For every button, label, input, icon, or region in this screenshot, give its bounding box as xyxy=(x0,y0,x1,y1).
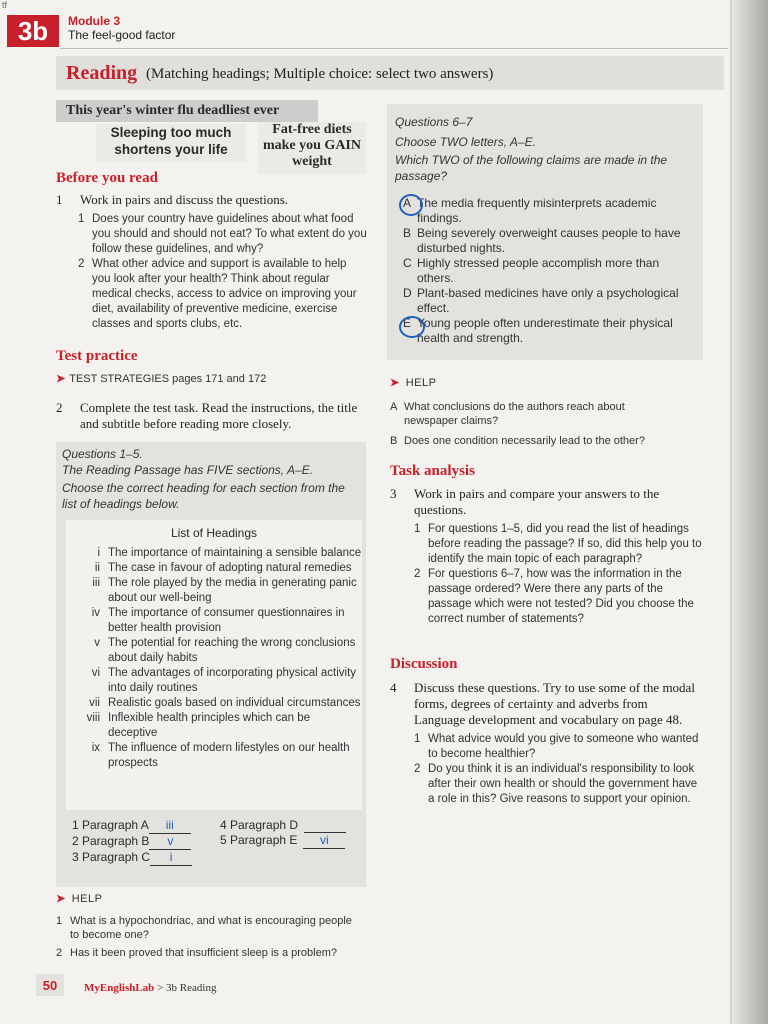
answer-row: 3 Paragraph C i xyxy=(72,850,192,866)
test-strategies: ➤ TEST STRATEGIES pages 171 and 172 xyxy=(56,373,267,385)
help-heading: ➤ HELP xyxy=(390,377,437,389)
answer-field[interactable]: vi xyxy=(303,833,345,849)
task-analysis-heading: Task analysis xyxy=(390,463,475,479)
heading-item: iv The importance of consumer questionnaires in better health provision xyxy=(91,607,345,634)
module-label: Module 3 xyxy=(68,14,121,28)
headline-band xyxy=(56,100,318,122)
answer-field[interactable] xyxy=(304,818,346,833)
questions-range: Questions 6–7 xyxy=(395,115,473,129)
answers-right xyxy=(220,818,346,849)
section-title-band xyxy=(56,56,724,90)
section-subtitle: (Matching headings; Multiple choice: select two answers) xyxy=(146,66,494,82)
arrow-icon: ➤ xyxy=(390,377,400,389)
instruction-line: Choose the correct heading for each section from the list of headings below. xyxy=(62,481,345,511)
arrow-icon: ➤ xyxy=(56,373,66,385)
instruction-line: The Reading Passage has FIVE sections, A–E. xyxy=(62,463,314,477)
claim-option[interactable]: A The media frequently misinterprets academic findings. xyxy=(403,196,657,225)
claims-list xyxy=(403,196,693,346)
claim-option[interactable]: E Young people often underestimate their physical health and strength. xyxy=(403,316,673,345)
questions-range: Questions 1–5. xyxy=(62,447,143,461)
module-badge: 3b xyxy=(7,15,59,47)
list-item: 2 Do you think it is an individual's responsibility to look after their own health or should the government have a role in this? Give reasons to support your opinion. xyxy=(414,763,698,805)
heading-item: iii The role played by the media in generating panic about our well-being xyxy=(92,577,357,604)
headline-box-diet: Fat-free diets make you GAIN weight xyxy=(258,122,366,174)
heading-item: i The importance of maintaining a sensible balance xyxy=(97,547,362,559)
before-you-read-heading: Before you read xyxy=(56,170,158,186)
answer-row: 1 Paragraph A iii xyxy=(72,818,192,834)
task-text: Work in pairs and discuss the questions. xyxy=(80,192,289,207)
claim-option[interactable]: B Being severely overweight causes people to have disturbed nights. xyxy=(403,226,681,255)
help-heading: ➤ HELP xyxy=(56,893,103,905)
task-2: 2 Complete the test task. Read the instructions, the title and subtitle before reading more closely. xyxy=(56,400,358,431)
answers-left xyxy=(72,818,192,866)
answer-field[interactable]: i xyxy=(150,850,192,866)
headline-box-sleep: Sleeping too much shortens your life xyxy=(96,124,246,162)
help-item: A What conclusions do the authors reach about newspaper claims? xyxy=(390,401,625,427)
list-item: 1 For questions 1–5, did you read the list of headings before reading the passage? If so, did this help you to identify the main topic of each paragraph? xyxy=(414,523,702,565)
link-label: 3b Reading xyxy=(166,982,217,994)
corner-mark: tf xyxy=(2,0,8,10)
help-item: B Does one condition necessarily lead to the other? xyxy=(390,435,645,447)
task-3: 3 Work in pairs and compare your answers to the questions. 1 For questions 1–5, did you read the list of headings before reading the passage? If so, did this help you to identify the main topic of each paragraph? 2 For questions 6–7, how was the information in the passage ordered? Were there any parts of the passage which were not tested? Did you choose the correct number of statements? xyxy=(390,486,702,625)
help-item: 2 Has it been proved that insufficient sleep is a problem? xyxy=(56,947,338,959)
answer-row: 2 Paragraph B v xyxy=(72,834,192,850)
answer-row: 5 Paragraph E vi xyxy=(220,833,346,849)
claim-option[interactable]: C Highly stressed people accomplish more than others. xyxy=(403,256,660,285)
answer-row: 4 Paragraph D xyxy=(220,818,346,833)
list-item: 1 What advice would you give to someone who wanted to become healthier? xyxy=(414,733,699,760)
list-of-headings xyxy=(66,520,362,810)
arrow-icon: ➤ xyxy=(56,893,66,905)
heading-item: vi The advantages of incorporating physical activity into daily routines xyxy=(91,667,357,694)
module-subtitle: The feel-good factor xyxy=(68,28,176,42)
task-4: 4 Discuss these questions. Try to use some of the modal forms, degrees of certainty and adverbs from Language development and vocabulary on page 48. 1 What advice would you give to someone who wanted to become healthier? 2 Do you think it is an individual's responsibility to look after their own health or should the government have a role in this? Give reasons to support your opinion. xyxy=(390,680,702,807)
task-1 xyxy=(56,192,368,332)
list-item: 2 For questions 6–7, how was the information in the passage ordered? Were there any parts of the passage which were not tested? Did you choose the correct number of statements? xyxy=(414,568,694,625)
claim-option[interactable]: D Plant-based medicines have only a psychological effect. xyxy=(403,286,679,315)
heading-item: ix The influence of modern lifestyles on our health prospects xyxy=(91,742,350,769)
section-title: Reading xyxy=(66,62,138,84)
list-item: 2 What other advice and support is available to help you look after your health? Think about regular medical checks, access to advice on improving your diet, availability of preventive medicine, exercise classes and sports clubs, etc. xyxy=(78,258,357,330)
page-number: 50 xyxy=(36,974,64,996)
heading-item: viii Inflexible health principles which can be deceptive xyxy=(86,712,311,739)
answer-field[interactable]: v xyxy=(149,834,191,850)
test-practice-heading: Test practice xyxy=(56,348,138,364)
help-item: 1 What is a hypochondriac, and what is encouraging people to become one? xyxy=(56,915,352,941)
book-spine xyxy=(732,0,768,1024)
instruction-line: Which TWO of the following claims are made in the passage? xyxy=(395,153,668,183)
brand-label: MyEnglishLab xyxy=(84,982,155,994)
headline-text: This year's winter flu deadliest ever xyxy=(66,103,280,118)
questions-6-7-box xyxy=(387,104,703,360)
heading-item: vii Realistic goals based on individual circumstances xyxy=(89,697,361,709)
task-number: 1 xyxy=(56,192,63,207)
instruction-line: Choose TWO letters, A–E. xyxy=(395,135,536,149)
pen-circle-mark xyxy=(399,194,423,216)
divider xyxy=(60,48,728,49)
heading-item: v The potential for reaching the wrong conclusions about daily habits xyxy=(94,637,356,664)
answer-field[interactable]: iii xyxy=(149,818,191,834)
questions-1-5-box xyxy=(56,442,366,887)
list-title: List of Headings xyxy=(170,526,258,540)
heading-item: ii The case in favour of adopting natural remedies xyxy=(94,562,352,574)
pen-circle-mark xyxy=(399,316,425,338)
list-item: 1 Does your country have guidelines about what food you should and should not eat? To what extent do you follow these guidelines, and why? xyxy=(78,213,367,255)
help-list xyxy=(56,914,356,960)
help-list xyxy=(390,400,680,448)
myenglishlab-link[interactable]: MyEnglishLab > 3b Reading xyxy=(84,982,217,994)
discussion-heading: Discussion xyxy=(390,656,458,672)
